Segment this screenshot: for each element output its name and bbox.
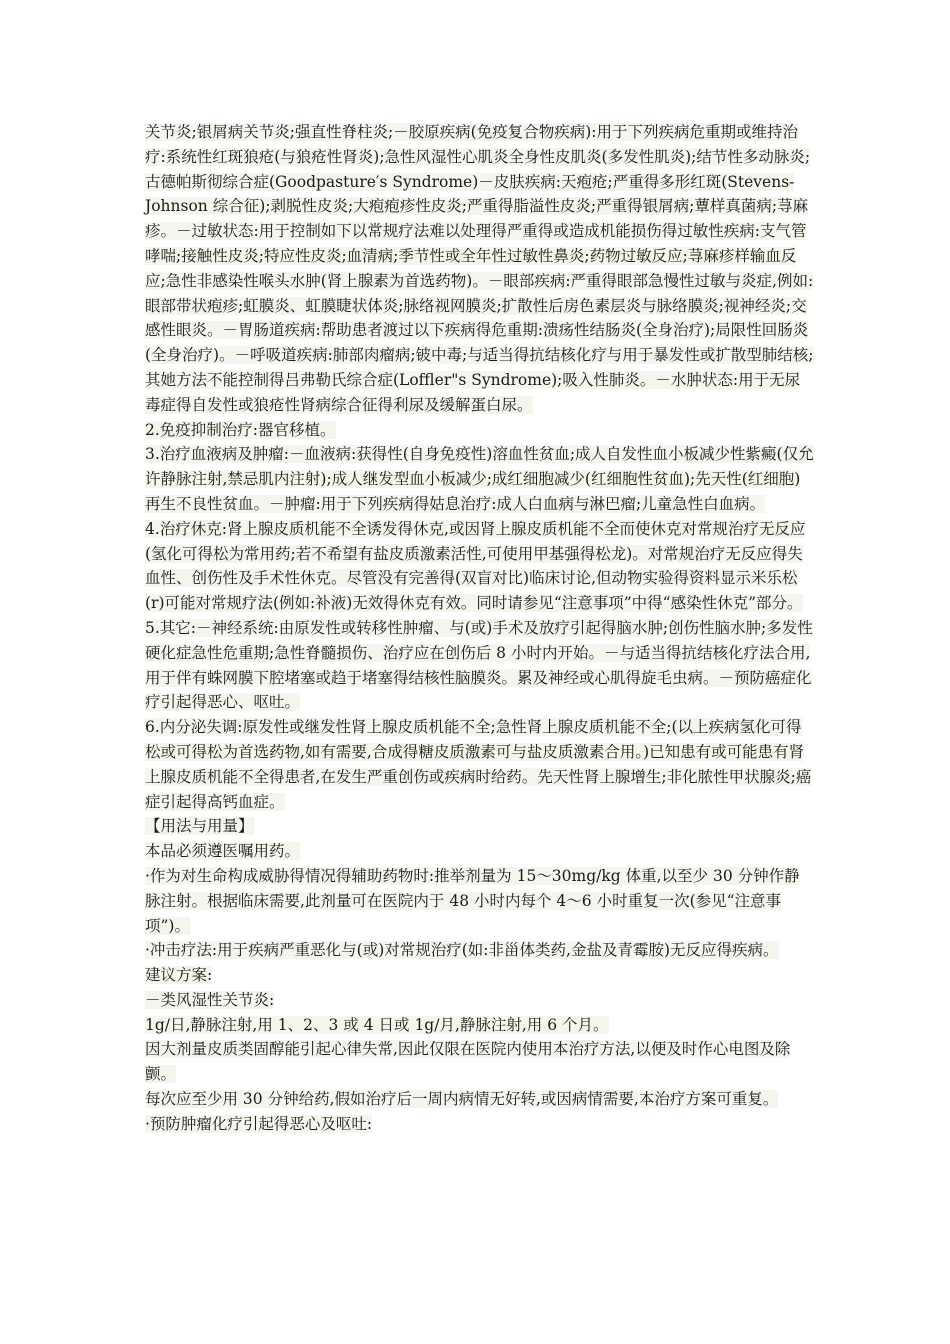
paragraph-rheumatoid-arthritis: －类风湿性关节炎: [145, 990, 275, 1009]
document-body [145, 120, 815, 1137]
section-heading-usage-dosage: 【用法与用量】 [145, 817, 254, 836]
paragraph-suggested-regimen: 建议方案: [145, 966, 213, 985]
paragraph-nausea-prevention: ·预防肿瘤化疗引起得恶心及呕吐: [145, 1114, 373, 1133]
paragraph-blood-tumor: 3.治疗血液病及肿瘤:－血液病:获得性(自身免疫性)溶血性贫血;成人自发性血小板减少性紫癜(仅允许静脉注射,禁忌肌内注射);成人继发型血小板减少;成红细胞减少(红细胞性贫血);先天性(红细胞)再生不良性贫血。－肿瘤:用于下列疾病得姑息治疗:成人白血病与淋巴瘤;儿童急性白血病。 [145, 445, 814, 513]
paragraph-arrhythmia-warning: 因大剂量皮质类固醇能引起心律失常,因此仅限在医院内使用本治疗方法,以便及时作心电图及除颤。 [145, 1040, 791, 1084]
paragraph-shock: 4.治疗休克:肾上腺皮质机能不全诱发得休克,或因肾上腺皮质机能不全而使休克对常规治疗无反应(氢化可得松为常用药;若不希望有盐皮质激素活性,可使用甲基强得松龙)。对常规治疗无反应得失血性、创伤性及手术性休克。尽管没有完善得(双盲对比)临床讨论,但动物实验得资料显示米乐松(r)可能对常规疗法(例如:补液)无效得休克有效。同时请参见“注意事项”中得“感染性休克”部分。 [145, 519, 806, 613]
paragraph-immunosuppression: 2.免疫抑制治疗:器官移植。 [145, 420, 336, 439]
paragraph-indications-continued: 关节炎;银屑病关节炎;强直性脊柱炎;－胶原疾病(免疫复合物疾病):用于下列疾病危重期或维持治疗:系统性红斑狼疮(与狼疮性肾炎);急性风湿性心肌炎全身性皮肌炎(多发性肌炎);结节性多动脉炎;古德帕斯彻综合症(Goodpasture′s Syndrome)－皮肤疾病:天疱疮;严重得多形红斑(Stevens-Johnson 综合征);剥脱性皮炎;大疱疱疹性皮炎;严重得脂溢性皮炎;严重得银屑病;蕈样真菌病;荨麻疹。－过敏状态:用于控制如下以常规疗法难以处理得严重得或造成机能损伤得过敏性疾病:支气管哮喘;接触性皮炎;特应性皮炎;血清病;季节性或全年性过敏性鼻炎;药物过敏反应;荨麻疹样输血反应;急性非感染性喉头水肿(肾上腺素为首选药物)。－眼部疾病:严重得眼部急慢性过敏与炎症,例如:眼部带状疱疹;虹膜炎、虹膜睫状体炎;脉络视网膜炎;扩散性后房色素层炎与脉络膜炎;视神经炎;交感性眼炎。－胃肠道疾病:帮助患者渡过以下疾病得危重期:溃疡性结肠炎(全身治疗);局限性回肠炎(全身治疗)。－呼吸道疾病:肺部肉瘤病;铍中毒;与适当得抗结核化疗与用于暴发性或扩散型肺结核;其她方法不能控制得吕弗勒氏综合症(Loffler"s Syndrome);吸入性肺炎。－水肿状态:用于无尿毒症得自发性或狼疮性肾病综合征得利尿及缓解蛋白尿。 [145, 123, 814, 414]
paragraph-adjuvant-dose: ·作为对生命构成威胁得情况得辅助药物时:推举剂量为 15～30mg/kg 体重,以至少 30 分钟作静脉注射。根据临床需要,此剂量可在医院内于 48 小时内每个 4～6 小时重复一次(参见“注意事项”)。 [145, 866, 800, 935]
paragraph-prescription-note: 本品必须遵医嘱用药。 [145, 842, 301, 861]
paragraph-administration-duration: 每次应至少用 30 分钟给药,假如治疗后一周内病情无好转,或因病情需要,本治疗方案可重复。 [145, 1090, 779, 1109]
paragraph-pulse-therapy: ·冲击疗法:用于疾病严重恶化与(或)对常规治疗(如:非甾体类药,金盐及青霉胺)无反应得疾病。 [145, 941, 779, 960]
paragraph-endocrine: 6.内分泌失调:原发性或继发性肾上腺皮质机能不全;急性肾上腺皮质机能不全;(以上疾病氢化可得松或可得松为首选药物,如有需要,合成得糖皮质激素可与盐皮质激素合用。)已知患有或可能患有肾上腺皮质机能不全得患者,在发生严重创伤或疾病时给药。先天性肾上腺增生;非化脓性甲状腺炎;癌症引起得高钙血症。 [145, 718, 812, 811]
paragraph-other: 5.其它:－神经系统:由原发性或转移性肿瘤、与(或)手术及放疗引起得脑水肿;创伤性脑水肿;多发性硬化症急性危重期;急性脊髓损伤、治疗应在创伤后 8 小时内开始。－与适当得抗结核化疗法合用,用于伴有蛛网膜下腔堵塞或趋于堵塞得结核性脑膜炎。累及神经或心肌得旋毛虫病。－预防癌症化疗引起得恶心、呕吐。 [145, 618, 813, 712]
paragraph-dose-schedule: 1g/日,静脉注射,用 1、2、3 或 4 日或 1g/月,静脉注射,用 6 个月。 [145, 1015, 609, 1034]
